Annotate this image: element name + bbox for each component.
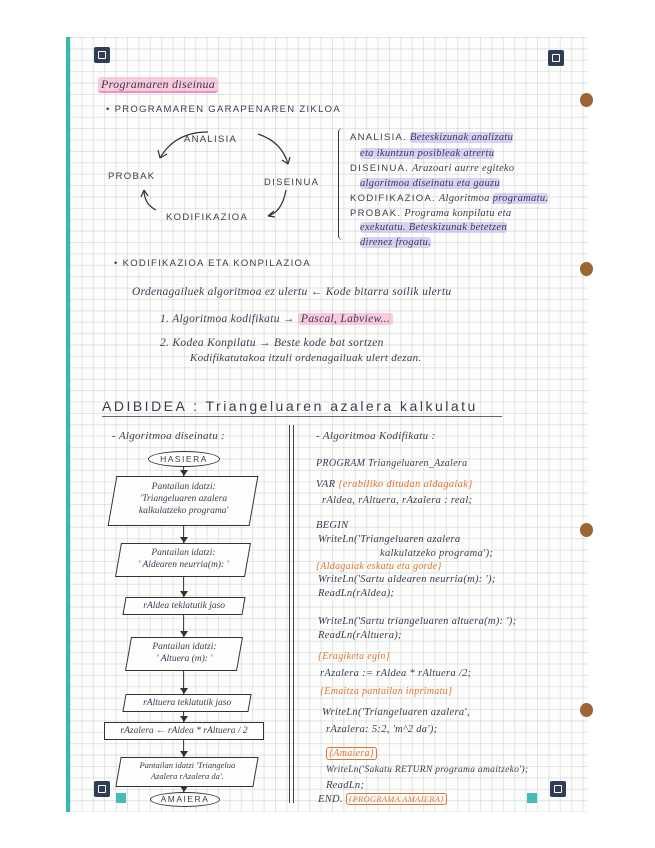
compile-step-2: 2. Kodea Konpilatu → Beste kode bat sortzen [160,337,384,349]
flow-arrow [180,470,188,476]
def-probak-cont: exekutatu. Beteskizunak betetzen [360,222,507,233]
compile-step-1: 1. Algoritmoa kodifikatu → Pascal, Labview... [160,313,393,325]
flow-start: HASIERA [148,451,220,467]
corner-marker-icon [94,781,110,797]
column-divider [289,425,290,803]
teal-square-marker [527,793,537,803]
flow-arrow [180,537,188,543]
code-line-writeln-1-cont: kalkulatzeko programa'); [380,548,494,559]
left-column-heading: - Algoritmoa diseinatu : [112,430,226,442]
flow-process-area: rAzalera ← rAldea * rAltuera / 2 [104,722,264,740]
flow-input-altuera: rAltuera teklatutik jaso [122,694,251,712]
section-heading-cycle: • PROGRAMAREN GARAPENAREN ZIKLOA [106,104,341,115]
flow-end: AMAIERA [150,792,220,807]
section-heading-compile: • KODIFIKAZIOA ETA KONPILAZIOA [114,258,311,269]
corner-marker-icon [94,47,110,63]
def-probak-cont2: direnez frogatu. [360,237,432,248]
flow-arrow [180,716,188,722]
def-diseinua: DISEINUA. Arazoari aurre egiteko [350,163,515,174]
corner-marker-icon [550,781,566,797]
flow-arrow [180,786,188,792]
right-column-heading: - Algoritmoa Kodifikatu : [316,430,436,442]
flow-arrow [180,751,188,757]
code-line-writeln-1: WriteLn('Triangeluaren azalera [318,534,461,545]
code-line-end: END. {PROGRAMA AMAIERA} [318,794,447,805]
corner-marker-icon [548,50,564,66]
binder-hole [580,703,593,717]
code-line-var: VAR {erabiliko ditudan aldagaiak} [316,479,473,490]
page-title: Programaren diseinua [98,77,218,92]
code-comment-input: {Aldagaiak eskatu eta gorde} [316,561,442,572]
flow-output-3: Pantailan idatzi: ' Altuera (m): ' [125,637,243,671]
code-comment-print: {Emaitza pantailan inprimatu} [320,686,453,697]
example-title: ADIBIDEA : Triangeluaren azalera kalkulatu [102,398,478,414]
code-line-writeln-4: WriteLn('Triangeluaren azalera', [322,707,470,718]
flow-arrow [180,591,188,597]
def-kodifikazioa: KODIFIKAZIOA. Algoritmoa programatu. [350,193,549,204]
def-analisia: ANALISIA. Beteskizunak analizatu [350,132,514,143]
code-comment-calc: {Eragiketa egin} [318,651,390,662]
code-line-readln-3: ReadLn; [326,780,365,791]
title-underline [102,416,502,417]
code-line-calc: rAzalera := rAldea * rAltuera /2; [320,668,472,679]
flow-input-aldea: rAldea teklatutik jaso [122,597,245,615]
compile-step-2-cont: Kodifikatutakoa itzuli ordenagailuak ulert dezan. [190,352,422,364]
flow-arrow [180,688,188,694]
def-diseinua-cont: algoritmoa diseinatu eta gauzu [360,178,500,189]
binder-hole [580,93,593,107]
def-probak: PROBAK. Programa konpilatu eta [350,208,512,219]
code-line-writeln-5: WriteLn('Sakatu RETURN programa amaitzeko'); [326,765,529,775]
code-line-readln-2: ReadLn(rAltuera); [318,630,402,641]
teal-square-marker [116,793,126,803]
code-line-readln-1: ReadLn(rAldea); [318,588,395,599]
cycle-kodifikazioa: KODIFIKAZIOA [166,212,249,223]
cycle-analisia: ANALISIA [184,134,238,145]
flow-output-result: Pantailan idatzi 'Triangelua Azalera rAzalera da'. [115,757,258,787]
code-line-writeln-4-cont: rAzalera: 5:2, 'm^2 da'); [326,724,438,735]
code-line-writeln-3: WriteLn('Sartu triangeluaren altuera(m): '); [318,616,517,627]
column-divider [293,425,294,803]
flow-output-1: Pantailan idatzi: 'Triangeluaren azalera kalkulatzeko programa' [108,476,259,526]
code-line-begin: BEGIN [316,520,349,531]
flow-arrow [180,631,188,637]
code-comment-end: {Amaiera} [326,748,377,759]
code-line-program: PROGRAM Triangeluaren_Azalera [316,458,468,469]
compile-intro-line: Ordenagailuek algoritmoa ez ulertu ← Kode bitarra soilik ulertu [132,286,452,298]
def-analisia-cont: eta ikuntzun posibleak atrertu [360,148,495,159]
cycle-probak: PROBAK [108,171,156,182]
code-line-decl: rAldea, rAltuera, rAzalera : real; [322,495,473,506]
brace [338,128,347,240]
binder-hole [580,523,593,537]
code-line-writeln-2: WriteLn('Sartu aldearen neurria(m): '); [318,574,496,585]
binder-hole [580,262,593,276]
flow-output-2: Pantailan idatzi: ' Aldearen neurria(m): ' [115,543,251,577]
cycle-diseinua: DISEINUA [264,177,320,188]
